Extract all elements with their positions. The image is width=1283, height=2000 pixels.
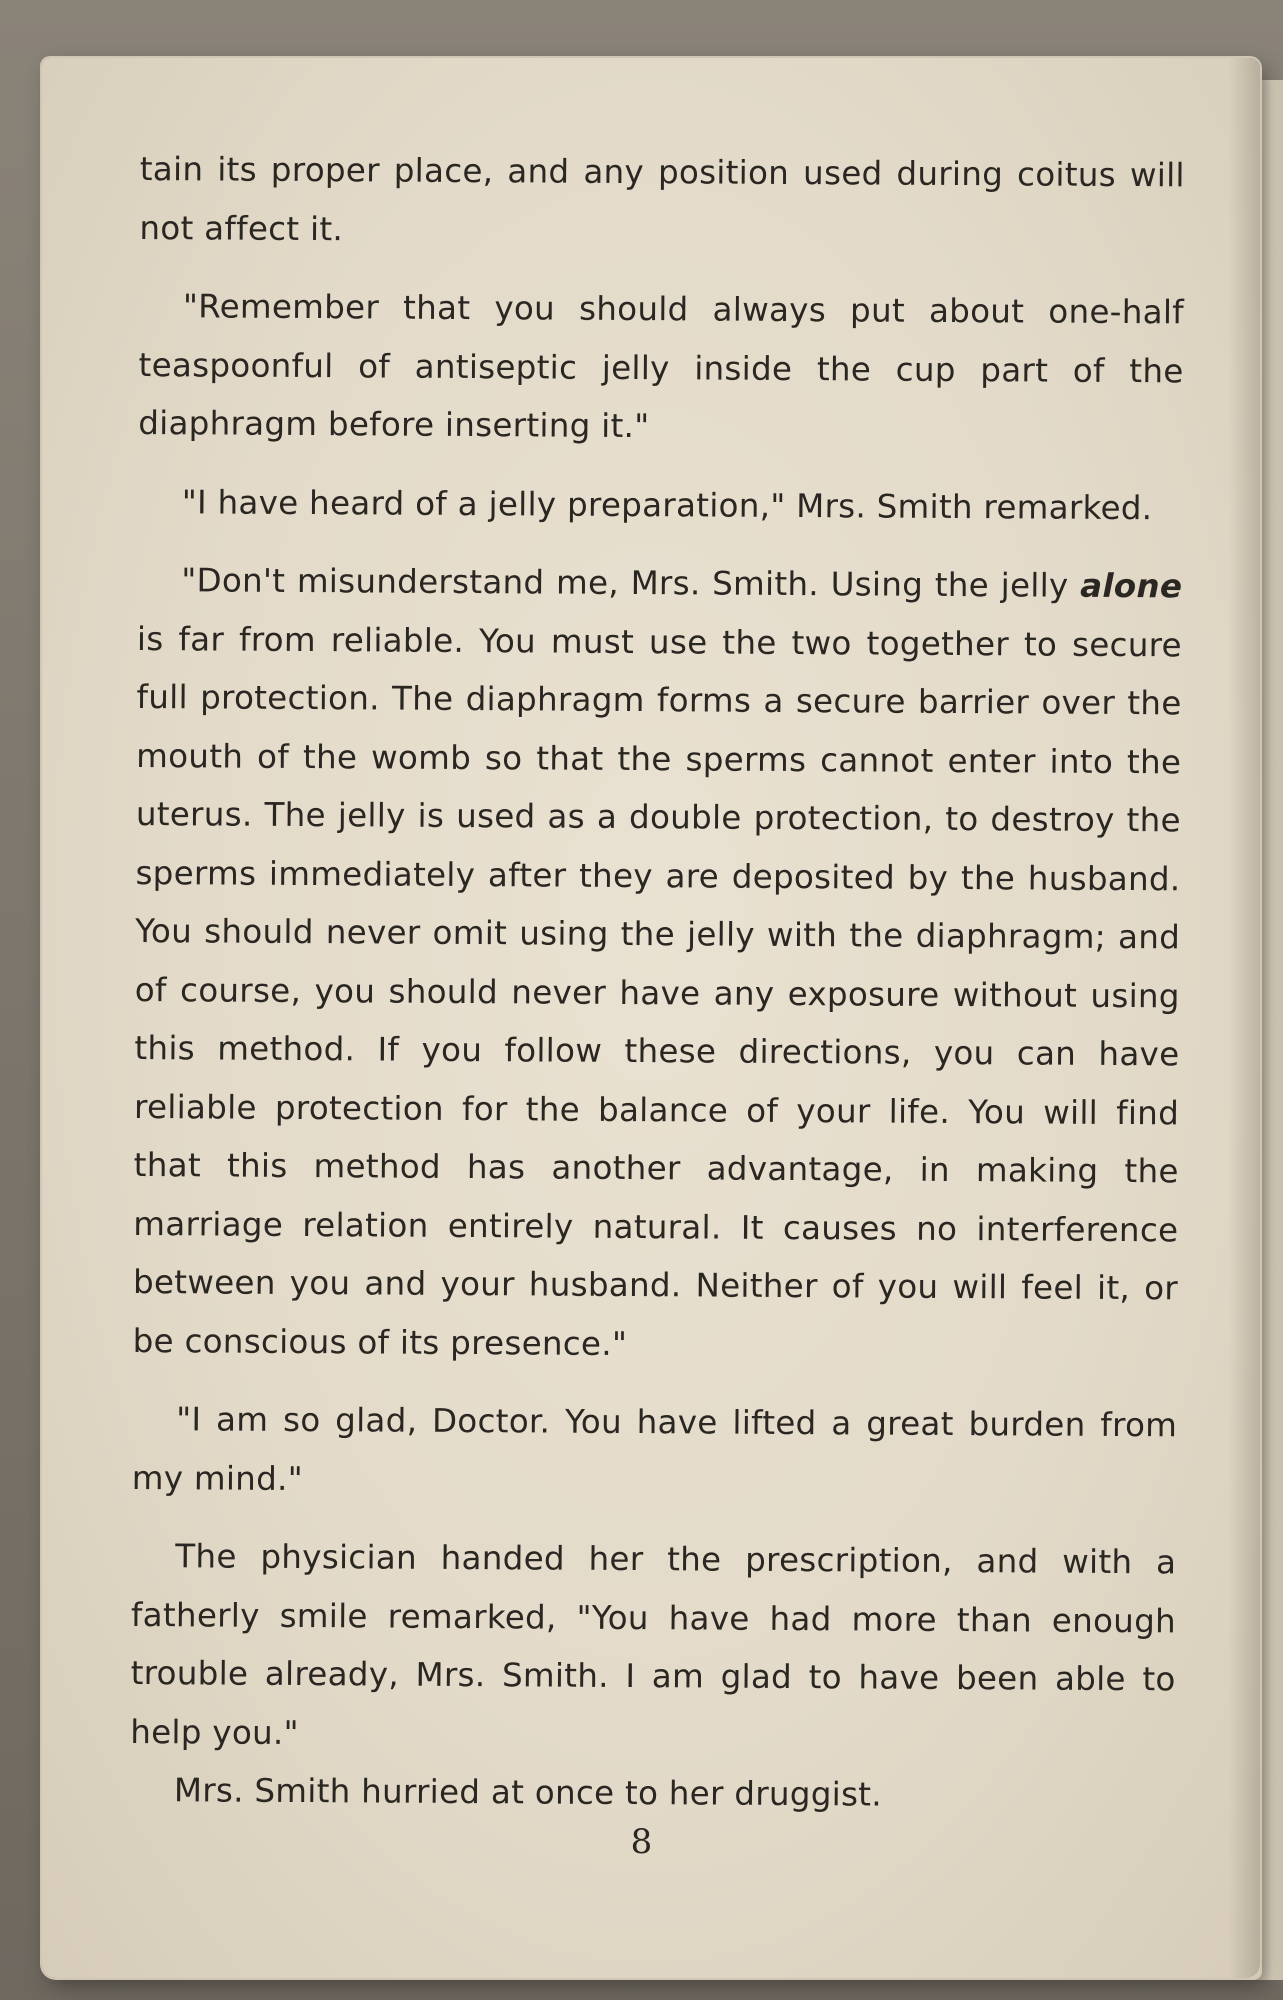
explanation-start: "Don't misunderstand me, Mrs. Smith. Using the jelly (181, 561, 1081, 605)
paragraph-continued: tain its proper place, and any position used during coitus will not affect it. (139, 149, 1185, 248)
paragraph-remember-jelly: "Remember that you should always put about one-half teaspoonful of antiseptic jelly inside the cup part of the diaphragm before inserting it." (138, 287, 1185, 446)
paragraph-doctor-explanation (132, 551, 1182, 1376)
emphasis-alone: alone (1080, 566, 1183, 606)
paragraph-mrs-smith-remark: "I have heard of a jelly preparation," Mrs. Smith remarked. (181, 482, 1153, 527)
page-number: 8 (630, 1822, 653, 1862)
paragraph-physician-prescription: The physician handed her the prescription, and with a fatherly smile remarked, "You have had more than enough trouble already, Mrs. Smith. I am glad to have been able to help you." (130, 1537, 1177, 1752)
explanation-rest: is far from reliable. You must use the two together to secure full protection. The diaphragm forms a secure barrier over the mouth of the womb so that the sperms cannot enter into the uterus. The jelly is used as a double protection, to destroy the sperms immediately after they are deposited by the husband. You should never omit using the jelly with the diaphragm; and of course, you should never have any exposure without using this method. If you follow these directions, you can have reliable protection for the balance of your life. You will find that this method has another advantage, in making the marriage relation entirely natural. It causes no interference between you and your husband. Neither of you will feel it, or be conscious of its presence." (132, 619, 1183, 1363)
page-body-text (130, 140, 1185, 1826)
paragraph-druggist: Mrs. Smith hurried at once to her druggist. (173, 1771, 883, 1814)
paragraph-so-glad: "I am so glad, Doctor. You have lifted a great burden from my mind." (131, 1400, 1178, 1498)
